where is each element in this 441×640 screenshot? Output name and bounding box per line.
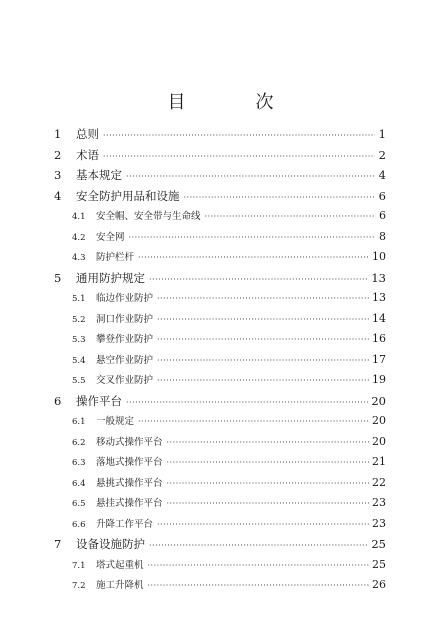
toc-entry-label: 移动式操作平台	[96, 436, 163, 448]
toc-entry-number: 6.3	[72, 458, 86, 468]
toc-entry-number: 5.2	[72, 314, 86, 325]
toc-entry-number: 7.1	[72, 560, 86, 571]
toc-entry-4-2[interactable]	[48, 229, 386, 250]
toc-entry-page: 22	[372, 475, 386, 489]
toc-entry-6-1[interactable]	[48, 413, 386, 434]
dot-leader	[103, 131, 375, 140]
toc-entry-page: 19	[372, 373, 386, 386]
toc-entry-label: 悬挑式操作平台	[96, 477, 163, 489]
toc-entry-label: 悬挂式操作平台	[96, 498, 163, 509]
toc-entry-page: 14	[372, 311, 386, 325]
toc-entry-label: 落地式操作平台	[96, 457, 163, 468]
toc-entry-page: 13	[371, 270, 386, 285]
toc-entry-number: 4	[54, 188, 62, 203]
toc-entry-number: 2	[54, 147, 62, 162]
toc-entry-label: 攀登作业防护	[96, 334, 154, 345]
toc-entry-number: 4.2	[72, 232, 86, 243]
toc-entry-page: 20	[372, 434, 386, 448]
toc-entry-page: 17	[372, 352, 386, 366]
toc-entry-page: 23	[372, 496, 386, 509]
dot-leader	[103, 152, 375, 161]
dot-leader	[157, 356, 370, 365]
dot-leader	[149, 541, 369, 550]
dot-leader	[167, 458, 370, 467]
toc-entry-6-3[interactable]	[48, 454, 386, 475]
toc-entry-label: 悬空作业防护	[96, 354, 154, 366]
toc-entry-page: 25	[371, 537, 386, 551]
toc-entry-5-2[interactable]	[48, 311, 386, 332]
dot-leader	[126, 172, 375, 181]
toc-entry-number: 6.4	[72, 478, 86, 489]
dot-leader	[149, 275, 369, 284]
toc-entry-label: 升降工作平台	[96, 518, 154, 530]
toc-entry-number: 6.6	[72, 519, 86, 530]
toc-entry-label: 安全网	[96, 231, 125, 243]
dot-leader	[157, 376, 370, 385]
toc-entry-4-1[interactable]	[48, 208, 386, 229]
toc-entry-label: 安全帽、安全带与生命线	[96, 211, 201, 222]
toc-entry-label: 通用防护规定	[76, 270, 145, 285]
toc-entry-page: 4	[378, 168, 386, 182]
toc-entry-number: 1	[54, 127, 62, 141]
page-title: 目 次	[167, 92, 300, 113]
toc-entry-3[interactable]	[48, 167, 386, 188]
toc-entry-5-4[interactable]	[48, 352, 386, 373]
dot-leader	[157, 315, 370, 324]
toc-entry-page: 26	[372, 578, 386, 591]
dot-leader	[205, 212, 375, 221]
toc-entry-5-3[interactable]	[48, 331, 386, 352]
toc-entry-number: 6	[54, 393, 62, 408]
toc-entry-1[interactable]	[48, 126, 386, 147]
toc-entry-number: 6.2	[72, 437, 86, 448]
dot-leader	[184, 193, 376, 202]
toc-entry-number: 7	[54, 537, 62, 551]
dot-leader	[167, 438, 370, 447]
toc-entry-number: 5.5	[72, 376, 86, 386]
toc-entry-label: 安全防护用品和设施	[76, 188, 180, 203]
toc-entry-page: 2	[378, 147, 386, 162]
table-of-contents	[48, 126, 386, 598]
toc-entry-5[interactable]	[48, 270, 386, 291]
toc-entry-page: 25	[372, 557, 386, 571]
toc-entry-6-2[interactable]	[48, 434, 386, 455]
toc-entry-number: 7.2	[72, 581, 86, 591]
toc-entry-label: 总则	[76, 127, 99, 141]
toc-entry-label: 施工升降机	[96, 580, 144, 591]
dot-leader	[129, 233, 375, 242]
toc-entry-number: 4.1	[72, 212, 86, 222]
dot-leader	[167, 479, 370, 488]
toc-entry-page: 10	[372, 250, 386, 263]
dot-leader	[157, 520, 370, 529]
toc-entry-page: 6	[378, 188, 386, 203]
toc-entry-7-1[interactable]	[48, 557, 386, 578]
dot-leader	[126, 398, 369, 407]
toc-entry-label: 临边作业防护	[96, 293, 154, 304]
toc-entry-4[interactable]	[48, 188, 386, 209]
toc-entry-label: 防护栏杆	[96, 252, 135, 263]
toc-entry-label: 塔式起重机	[96, 559, 144, 571]
toc-entry-label: 术语	[76, 147, 99, 162]
toc-entry-page: 1	[378, 127, 386, 141]
toc-entry-6-6[interactable]	[48, 516, 386, 537]
toc-entry-number: 5.1	[72, 294, 86, 304]
toc-entry-6[interactable]	[48, 393, 386, 414]
dot-leader	[148, 561, 370, 570]
toc-entry-page: 16	[372, 332, 386, 345]
dot-leader	[157, 294, 370, 303]
toc-entry-page: 20	[371, 393, 386, 408]
toc-entry-2[interactable]	[48, 147, 386, 168]
toc-entry-5-5[interactable]	[48, 372, 386, 393]
dot-leader	[138, 253, 370, 262]
toc-entry-number: 3	[54, 168, 62, 182]
toc-entry-page: 13	[372, 291, 386, 304]
toc-entry-number: 6.1	[72, 417, 86, 427]
toc-entry-page: 20	[372, 414, 386, 427]
toc-entry-label: 交叉作业防护	[96, 375, 154, 386]
toc-entry-page: 21	[372, 455, 386, 468]
toc-entry-number: 6.5	[72, 499, 86, 509]
toc-entry-4-3[interactable]	[48, 249, 386, 270]
toc-entry-label: 设备设施防护	[76, 537, 145, 551]
toc-entry-number: 5.4	[72, 355, 86, 366]
toc-entry-5-1[interactable]	[48, 290, 386, 311]
toc-entry-label: 基本规定	[76, 168, 122, 182]
dot-leader	[167, 499, 370, 508]
dot-leader	[138, 417, 370, 426]
toc-entry-label: 洞口作业防护	[96, 313, 154, 325]
toc-entry-6-4[interactable]	[48, 475, 386, 496]
toc-entry-7[interactable]	[48, 536, 386, 557]
toc-entry-page: 8	[379, 229, 386, 243]
toc-entry-label: 操作平台	[76, 393, 122, 408]
toc-entry-page: 6	[379, 209, 386, 222]
dot-leader	[157, 335, 370, 344]
toc-entry-number: 5	[54, 270, 62, 285]
toc-entry-label: 一般规定	[96, 416, 135, 427]
toc-entry-7-2[interactable]	[48, 577, 386, 598]
dot-leader	[148, 581, 370, 590]
toc-entry-6-5[interactable]	[48, 495, 386, 516]
toc-entry-number: 5.3	[72, 335, 86, 345]
toc-entry-page: 23	[372, 516, 386, 530]
toc-entry-number: 4.3	[72, 253, 86, 263]
